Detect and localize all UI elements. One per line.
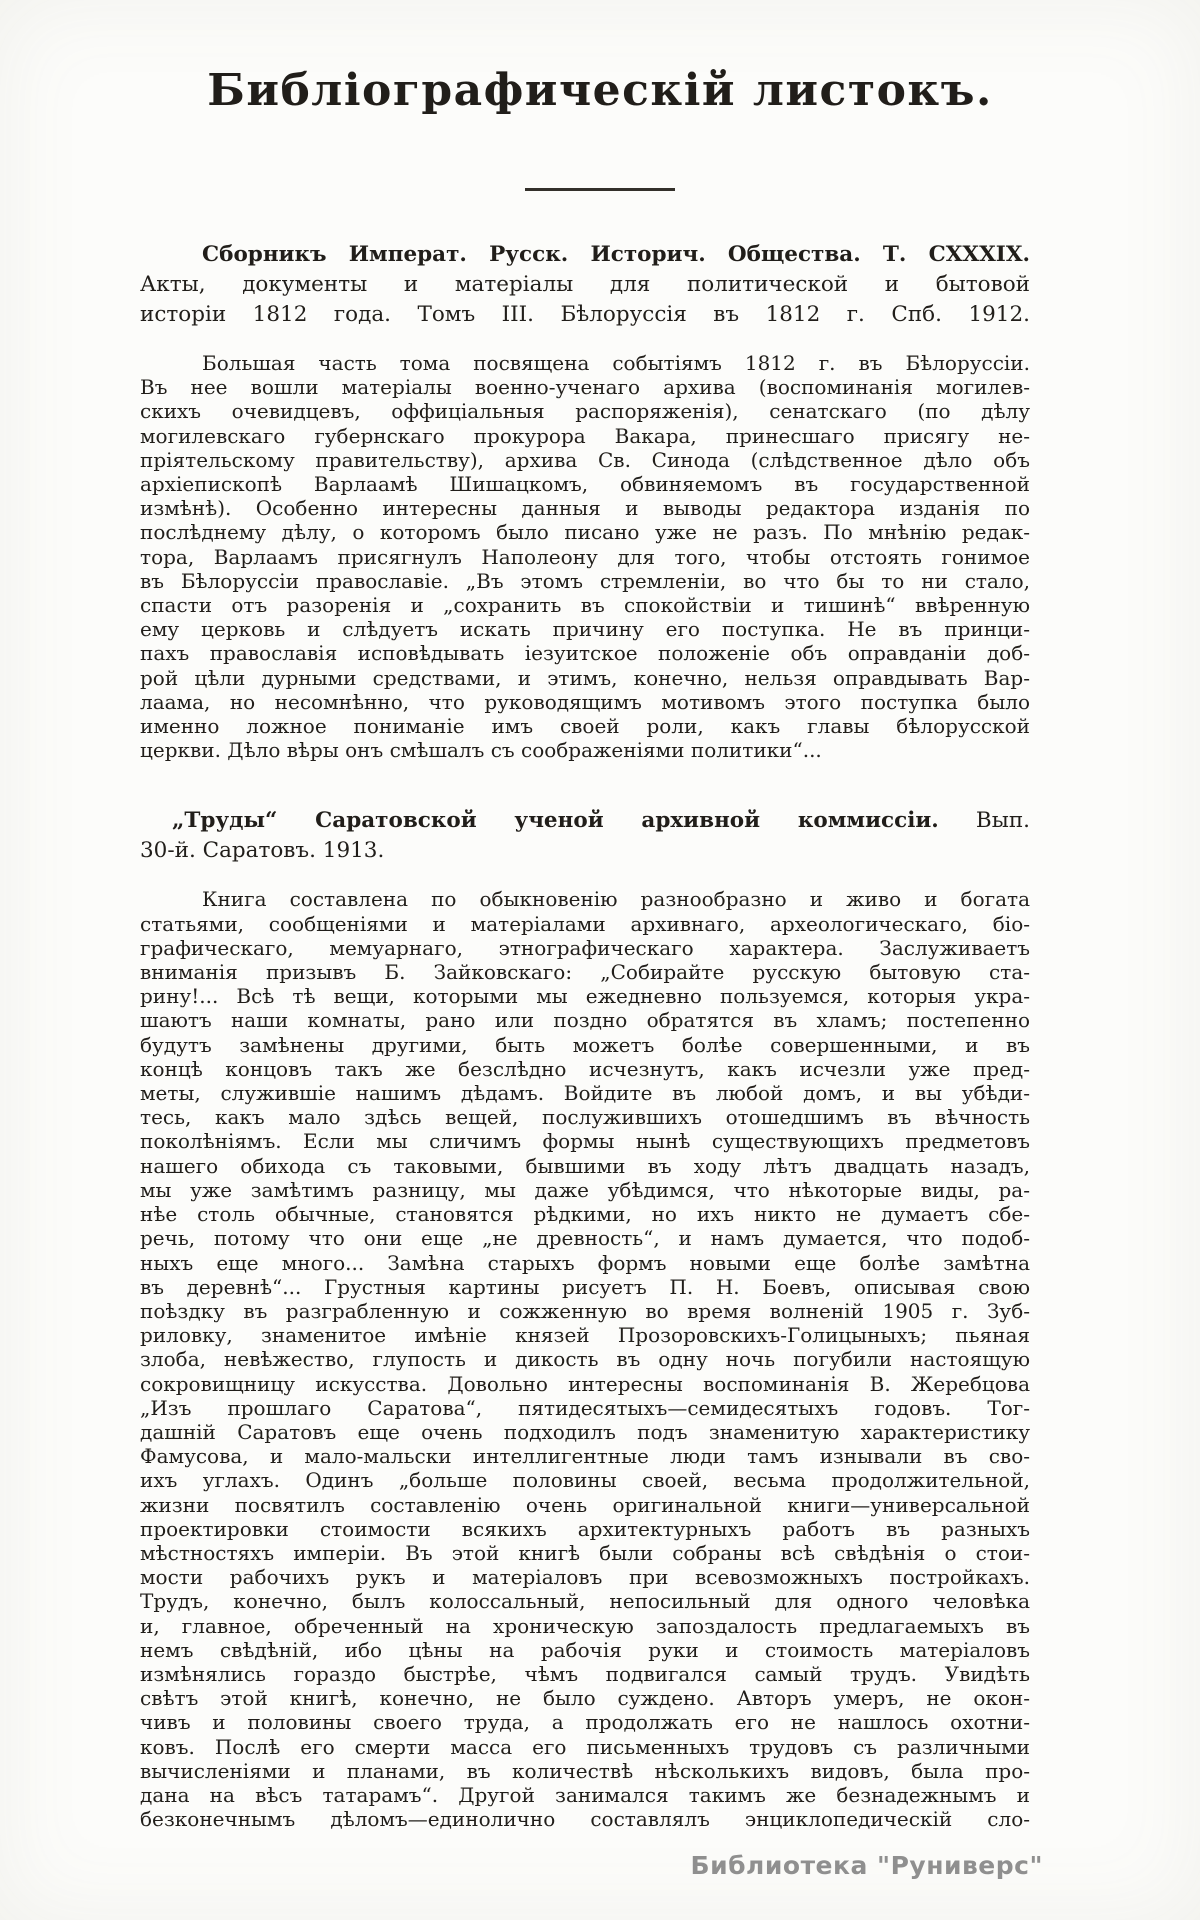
text-segment: исторіи 1812 года. Томъ III. Бѣлоруссія въ 1812 г. Спб. 1912.: [140, 302, 1030, 327]
text-segment: риловку, знаменитое имѣніе князей Прозоровскихъ-Голицыныхъ; пьяная: [140, 1323, 1030, 1348]
text-line: [140, 1493, 1030, 1517]
text-segment: вычисленіями и планами, въ количествѣ нѣсколькихъ видовъ, была про-: [140, 1758, 1030, 1783]
bold-text-segment: „Труды“ Саратовской ученой архивной коммиссіи.: [172, 808, 939, 834]
text-line: [140, 1299, 1030, 1323]
text-line: [140, 1008, 1030, 1032]
text-line: [140, 1178, 1030, 1202]
text-line: [140, 1105, 1030, 1129]
text-line: [140, 936, 1030, 960]
text-segment: Большая часть тома посвящена событіямъ 1812 г. въ Бѣлоруссіи.: [202, 351, 1030, 375]
text-segment: Книга составлена по обыкновенію разнообразно и живо и богата: [202, 887, 1030, 912]
text-line: [140, 806, 1030, 836]
text-segment: мы уже замѣтимъ разницу, мы даже убѣдимся, что нѣкоторые виды, ра-: [140, 1177, 1030, 1202]
entry-heading: [140, 806, 1030, 866]
text-segment: рой цѣли дурными средствами, и этимъ, конечно, нельзя оправдывать Вар-: [140, 665, 1030, 690]
text-segment: нѣе столь обычные, становятся рѣдкими, но ихъ никто не думаетъ сбе-: [140, 1202, 1030, 1227]
text-segment: тора, Варлаамъ присягнулъ Наполеону для того, чтобы отстоять гонимое: [140, 544, 1030, 569]
text-segment: Въ нее вошли матеріалы военно-ученаго архива (воспоминанія могилев-: [140, 375, 1030, 400]
text-segment: статьями, сообщеніями и матеріалами архивнаго, археологическаго, біо-: [140, 911, 1030, 936]
text-segment: послѣднему дѣлу, о которомъ было писано уже не разъ. По мнѣнію редак-: [140, 520, 1030, 545]
text-segment: Вып.: [938, 808, 1030, 834]
text-line: [140, 1735, 1030, 1759]
text-segment: 30-й. Саратовъ. 1913.: [140, 838, 385, 864]
text-segment: лаама, но несомнѣнно, что руководящимъ мотивомъ этого поступка было: [140, 689, 1030, 714]
text-line: [140, 1202, 1030, 1226]
text-line: [140, 375, 1030, 399]
text-segment: ковъ. Послѣ его смерти масса его письменныхъ трудовъ съ различными: [140, 1734, 1030, 1759]
text-line: [140, 1057, 1030, 1081]
text-line: [140, 666, 1030, 690]
entry-body: [140, 351, 1030, 762]
text-line: [140, 520, 1030, 544]
text-line: [140, 1323, 1030, 1347]
text-line: [140, 1541, 1030, 1565]
text-segment: поѣздку въ разграбленную и сожженную во время волненій 1905 г. Зуб-: [140, 1298, 1030, 1323]
text-line: [140, 1275, 1030, 1299]
text-segment: злоба, невѣжество, глупость и дикость въ одну ночь погубили настоящую: [140, 1347, 1030, 1372]
text-line: [140, 1638, 1030, 1662]
text-segment: и, главное, обреченный на хроническую запоздалость предлагаемыхъ въ: [140, 1613, 1030, 1638]
text-segment: церкви. Дѣло вѣры онъ смѣшалъ съ соображеніями политики“...: [140, 738, 822, 763]
text-line: [140, 424, 1030, 448]
text-line: [140, 270, 1030, 300]
text-segment: измѣнялись гораздо быстрѣе, чѣмъ подвигался самый трудъ. Увидѣть: [140, 1661, 1030, 1686]
text-segment: дашній Саратовъ еще очень подходилъ подъ знаменитую характеристику: [140, 1419, 1030, 1444]
entry-heading: [140, 240, 1030, 330]
text-segment: Трудъ, конечно, былъ колоссальный, непосильный для одного человѣка: [140, 1589, 1030, 1614]
text-segment: Акты, документы и матеріалы для политической и бытовой: [140, 272, 1030, 297]
text-segment: ныхъ еще много... Замѣна старыхъ формъ новыми еще болѣе замѣтна: [140, 1250, 1030, 1275]
library-watermark: Библиотека "Руниверс": [690, 1851, 1043, 1880]
text-line: [140, 1807, 1030, 1831]
text-segment: меты, служившіе нашимъ дѣдамъ. Войдите въ любой домъ, и вы убѣди-: [140, 1081, 1030, 1106]
text-segment: чивъ и половины своего труда, а продолжать его не нашлось охотни-: [140, 1710, 1030, 1735]
text-line: [140, 1614, 1030, 1638]
bibliography-entries: [140, 240, 1030, 1831]
text-line: [140, 960, 1030, 984]
text-line: [140, 1662, 1030, 1686]
text-line: [140, 1154, 1030, 1178]
text-segment: архіепископѣ Варлаамѣ Шишацкомъ, обвиняемомъ въ государственной: [140, 472, 1030, 497]
text-line: [140, 1468, 1030, 1492]
text-line: [140, 984, 1030, 1008]
text-line: [140, 1420, 1030, 1444]
text-segment: Фамусова, и мало-мальски интеллигентные люди тамъ изнывали въ сво-: [140, 1444, 1030, 1469]
text-line: [140, 545, 1030, 569]
text-line: [140, 1783, 1030, 1807]
text-segment: проектировки стоимости всякихъ архитектурныхъ работъ въ разныхъ: [140, 1516, 1030, 1541]
text-segment: безконечнымъ дѣломъ—единолично составлялъ энциклопедическій сло-: [140, 1807, 1030, 1832]
text-segment: ихъ углахъ. Одинъ „больше половины своей, весьма продолжительной,: [140, 1468, 1030, 1493]
text-segment: „Изъ прошлаго Саратова“, пятидесятыхъ—семидесятыхъ годовъ. Тог-: [140, 1395, 1030, 1420]
title-divider: [525, 188, 675, 191]
text-segment: спасти отъ разоренія и „сохранить въ спокойствіи и тишинѣ“ ввѣренную: [140, 593, 1030, 618]
text-line: [140, 1759, 1030, 1783]
text-segment: шаютъ наши комнаты, рано или поздно обратятся въ хламъ; постепенно: [140, 1008, 1030, 1033]
text-line: [140, 617, 1030, 641]
text-line: [140, 240, 1030, 270]
text-segment: концѣ концовъ такъ же безслѣдно исчезнутъ, какъ исчезли уже пред-: [140, 1056, 1030, 1081]
bold-text-segment: Сборникъ Императ. Русск. Историч. Общества. Т. CXXXIX.: [202, 242, 1030, 267]
text-line: [140, 1686, 1030, 1710]
text-line: [140, 1589, 1030, 1613]
text-line: [140, 887, 1030, 911]
text-line: [140, 593, 1030, 617]
text-line: [140, 1226, 1030, 1250]
text-segment: мости рабочихъ рукъ и матеріаловъ при всевозможныхъ постройкахъ.: [140, 1565, 1030, 1590]
text-line: [140, 1444, 1030, 1468]
text-segment: жизни посвятилъ составленію очень оригинальной книги—универсальной: [140, 1492, 1030, 1517]
text-line: [140, 448, 1030, 472]
text-line: [140, 1517, 1030, 1541]
text-segment: поколѣніямъ. Если мы сличимъ формы нынѣ существующихъ предметовъ: [140, 1129, 1030, 1154]
text-segment: нашего обихода съ таковыми, бывшими въ ходу лѣтъ двадцать назадъ,: [140, 1153, 1030, 1178]
text-segment: въ Бѣлоруссіи православіе. „Въ этомъ стремленіи, во что бы то ни стало,: [140, 568, 1030, 593]
text-segment: графическаго, мемуарнаго, этнографическаго характера. Заслуживаетъ: [140, 935, 1030, 960]
text-segment: въ деревнѣ“... Грустныя картины рисуетъ П. Н. Боевъ, описывая свою: [140, 1274, 1030, 1299]
text-line: [140, 1372, 1030, 1396]
text-line: [140, 351, 1030, 375]
text-line: [140, 1129, 1030, 1153]
text-line: [140, 1347, 1030, 1371]
text-segment: свѣтъ этой книгѣ, конечно, не было суждено. Авторъ умеръ, не окон-: [140, 1686, 1030, 1711]
text-line: [140, 836, 1030, 866]
text-segment: будутъ замѣнены другими, быть можетъ болѣе совершенными, и въ: [140, 1032, 1030, 1057]
text-line: [140, 472, 1030, 496]
text-segment: именно ложное пониманіе имъ своей роли, какъ главы бѣлорусской: [140, 714, 1030, 739]
text-segment: ему церковь и слѣдуетъ искать причину его поступка. Не въ принци-: [140, 617, 1030, 642]
text-line: [140, 738, 1030, 762]
text-segment: вниманія призывъ Б. Зайковскаго: „Собирайте русскую бытовую ста-: [140, 960, 1030, 985]
text-segment: немъ свѣдѣній, ибо цѣны на рабочія руки и стоимость матеріаловъ: [140, 1637, 1030, 1662]
text-line: [140, 641, 1030, 665]
text-segment: измѣнѣ). Особенно интересны данныя и выводы редактора изданія по: [140, 496, 1030, 521]
text-segment: скихъ очевидцевъ, оффиціальныя распоряженія), сенатскаго (по дѣлу: [140, 399, 1030, 424]
text-line: [140, 569, 1030, 593]
text-line: [140, 1251, 1030, 1275]
text-segment: рину!... Всѣ тѣ вещи, которыми мы ежедневно пользуемся, которыя укра-: [140, 984, 1030, 1009]
text-line: [140, 1565, 1030, 1589]
text-segment: пріятельскому правительству), архива Св. Синода (слѣдственное дѣло объ: [140, 447, 1030, 472]
text-segment: дана на вѣсъ татарамъ“. Другой занимался такимъ же безнадежнымъ и: [140, 1782, 1030, 1807]
text-line: [140, 714, 1030, 738]
text-segment: тесь, какъ мало здѣсь вещей, послужившихъ отошедшимъ въ вѣчность: [140, 1105, 1030, 1130]
text-line: [140, 1710, 1030, 1734]
page-title: Библіографическій листокъ.: [207, 65, 993, 116]
text-line: [140, 399, 1030, 423]
text-line: [140, 1033, 1030, 1057]
text-segment: пахъ православія исповѣдывать іезуитское положеніе объ оправданіи доб-: [140, 641, 1030, 666]
text-line: [140, 690, 1030, 714]
text-segment: мѣстностяхъ имперіи. Въ этой книгѣ были собраны всѣ свѣдѣнія о стои-: [140, 1540, 1030, 1565]
text-line: [140, 1396, 1030, 1420]
bibliography-entry: [140, 240, 1030, 762]
text-segment: речь, потому что они еще „не древность“, и намъ думается, что подоб-: [140, 1226, 1030, 1251]
text-segment: сокровищницу искусства. Довольно интересны воспоминанія В. Жеребцова: [140, 1371, 1030, 1396]
text-line: [140, 496, 1030, 520]
text-line: [140, 912, 1030, 936]
text-segment: могилевскаго губернскаго прокурора Вакара, принесшаго присягу не-: [140, 423, 1030, 448]
text-line: [140, 300, 1030, 330]
bibliography-entry: [140, 806, 1030, 1831]
entry-body: [140, 887, 1030, 1831]
text-line: [140, 1081, 1030, 1105]
